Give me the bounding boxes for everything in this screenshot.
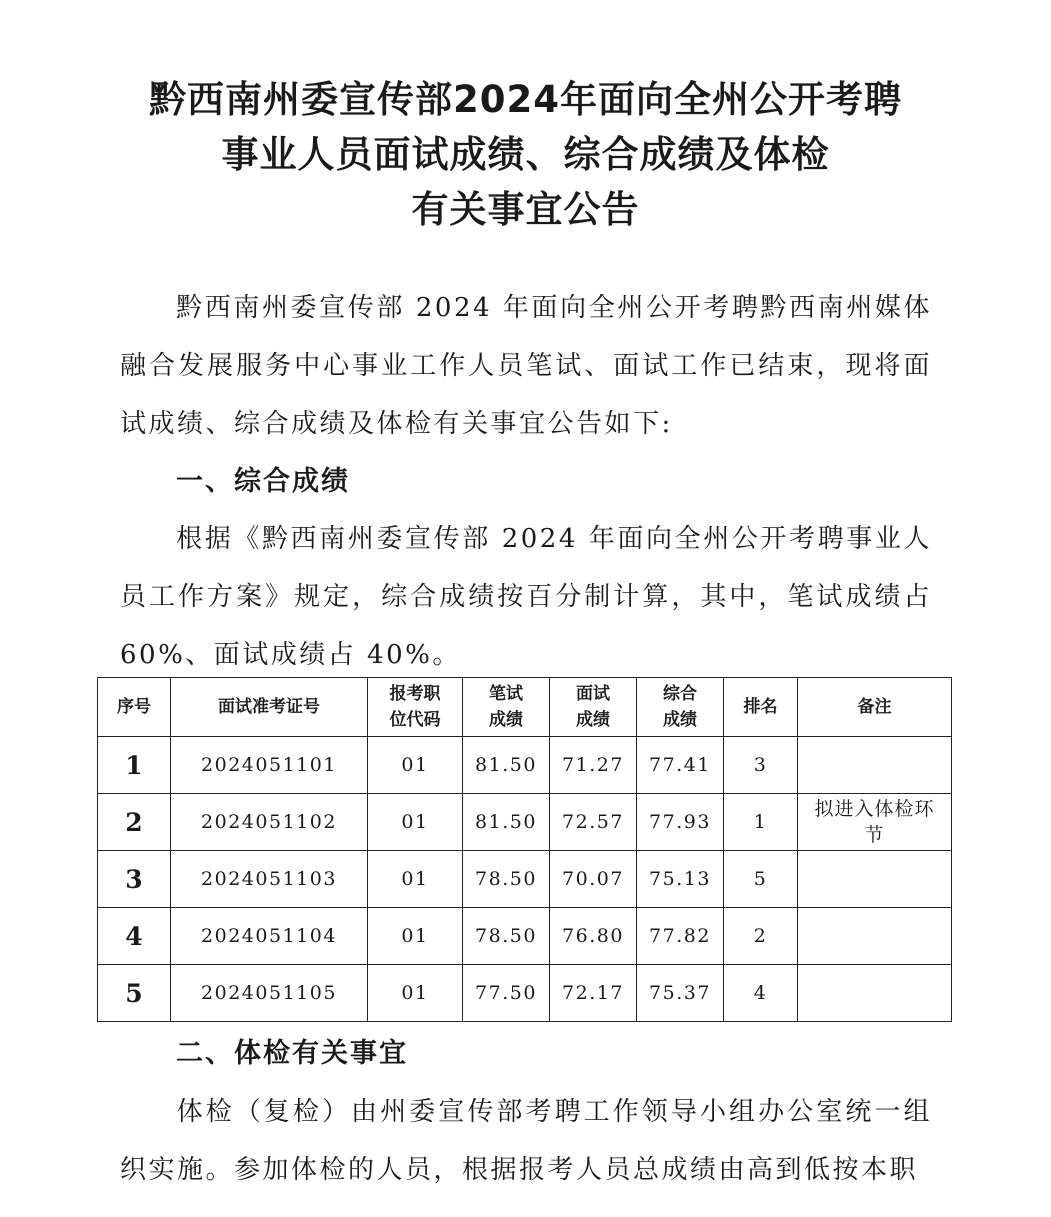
cell-exam-id: 2024051105 [171, 965, 368, 1022]
cell-position-code: 01 [368, 737, 463, 794]
cell-written-score: 81.50 [463, 737, 550, 794]
cell-interview-score: 76.80 [550, 908, 637, 965]
cell-written-score: 78.50 [463, 851, 550, 908]
cell-exam-id: 2024051103 [171, 851, 368, 908]
table-row [98, 737, 952, 794]
cell-note [798, 965, 952, 1022]
cell-interview-score: 71.27 [550, 737, 637, 794]
cell-total-score: 77.93 [637, 794, 724, 851]
title-line-3: 有关事宜公告 [411, 188, 640, 231]
header-total-score-text: 综合成绩 [663, 684, 697, 730]
cell-rank: 2 [724, 908, 798, 965]
cell-seq: 3 [98, 851, 171, 908]
header-interview-score [550, 678, 637, 737]
cell-note [798, 737, 952, 794]
section-2-text: 体检（复检）由州委宣传部考聘工作领导小组办公室统一组织实施。参加体检的人员，根据报考人员总成绩由高到低按本职 [120, 1097, 932, 1185]
header-position-code [368, 678, 463, 737]
title-line-1: 黔西南州委宣传部2024年面向全州公开考聘 [149, 78, 902, 121]
table-row [98, 908, 952, 965]
header-position-code-text: 报考职位代码 [389, 684, 441, 730]
cell-note [798, 908, 952, 965]
cell-rank: 5 [724, 851, 798, 908]
header-written-score [463, 678, 550, 737]
section-2-heading: 二、体检有关事宜 [176, 1038, 408, 1069]
cell-written-score: 81.50 [463, 794, 550, 851]
table-row [98, 965, 952, 1022]
cell-total-score: 77.82 [637, 908, 724, 965]
header-rank: 排名 [724, 678, 798, 737]
cell-note [798, 851, 952, 908]
cell-total-score: 75.13 [637, 851, 724, 908]
table-row [98, 794, 952, 851]
cell-interview-score: 72.57 [550, 794, 637, 851]
cell-note [798, 794, 952, 851]
header-written-score-text: 笔试成绩 [489, 684, 523, 730]
cell-position-code: 01 [368, 794, 463, 851]
cell-total-score: 77.41 [637, 737, 724, 794]
section-1-heading: 一、综合成绩 [176, 466, 350, 497]
header-seq: 序号 [98, 678, 171, 737]
cell-exam-id: 2024051104 [171, 908, 368, 965]
section-2-paragraph [120, 1083, 932, 1199]
header-exam-id: 面试准考证号 [171, 678, 368, 737]
cell-position-code: 01 [368, 851, 463, 908]
cell-position-code: 01 [368, 965, 463, 1022]
title-line-2: 事业人员面试成绩、综合成绩及体检 [221, 133, 830, 176]
score-table [97, 677, 952, 1022]
cell-seq: 4 [98, 908, 171, 965]
cell-rank: 1 [724, 794, 798, 851]
cell-seq: 2 [98, 794, 171, 851]
cell-written-score: 78.50 [463, 908, 550, 965]
cell-interview-score: 72.17 [550, 965, 637, 1022]
document-title [0, 72, 1051, 237]
intro-paragraph [120, 279, 932, 453]
table-row [98, 851, 952, 908]
cell-position-code: 01 [368, 908, 463, 965]
cell-interview-score: 70.07 [550, 851, 637, 908]
note-text: 拟进入体检环节 [814, 798, 935, 846]
header-note: 备注 [798, 678, 952, 737]
cell-exam-id: 2024051102 [171, 794, 368, 851]
cell-seq: 1 [98, 737, 171, 794]
cell-rank: 3 [724, 737, 798, 794]
cell-written-score: 77.50 [463, 965, 550, 1022]
section-1-text: 根据《黔西南州委宣传部 2024 年面向全州公开考聘事业人员工作方案》规定，综合成绩按百分制计算，其中，笔试成绩占60%、面试成绩占 40%。 [120, 524, 932, 670]
table-header-row [98, 678, 952, 737]
score-table-body [98, 737, 952, 1022]
header-total-score [637, 678, 724, 737]
header-interview-score-text: 面试成绩 [576, 684, 610, 730]
cell-exam-id: 2024051101 [171, 737, 368, 794]
cell-total-score: 75.37 [637, 965, 724, 1022]
section-1-paragraph [120, 510, 932, 684]
intro-text: 黔西南州委宣传部 2024 年面向全州公开考聘黔西南州媒体融合发展服务中心事业工作人员笔试、面试工作已结束，现将面试成绩、综合成绩及体检有关事宜公告如下: [120, 293, 932, 439]
cell-rank: 4 [724, 965, 798, 1022]
cell-seq: 5 [98, 965, 171, 1022]
